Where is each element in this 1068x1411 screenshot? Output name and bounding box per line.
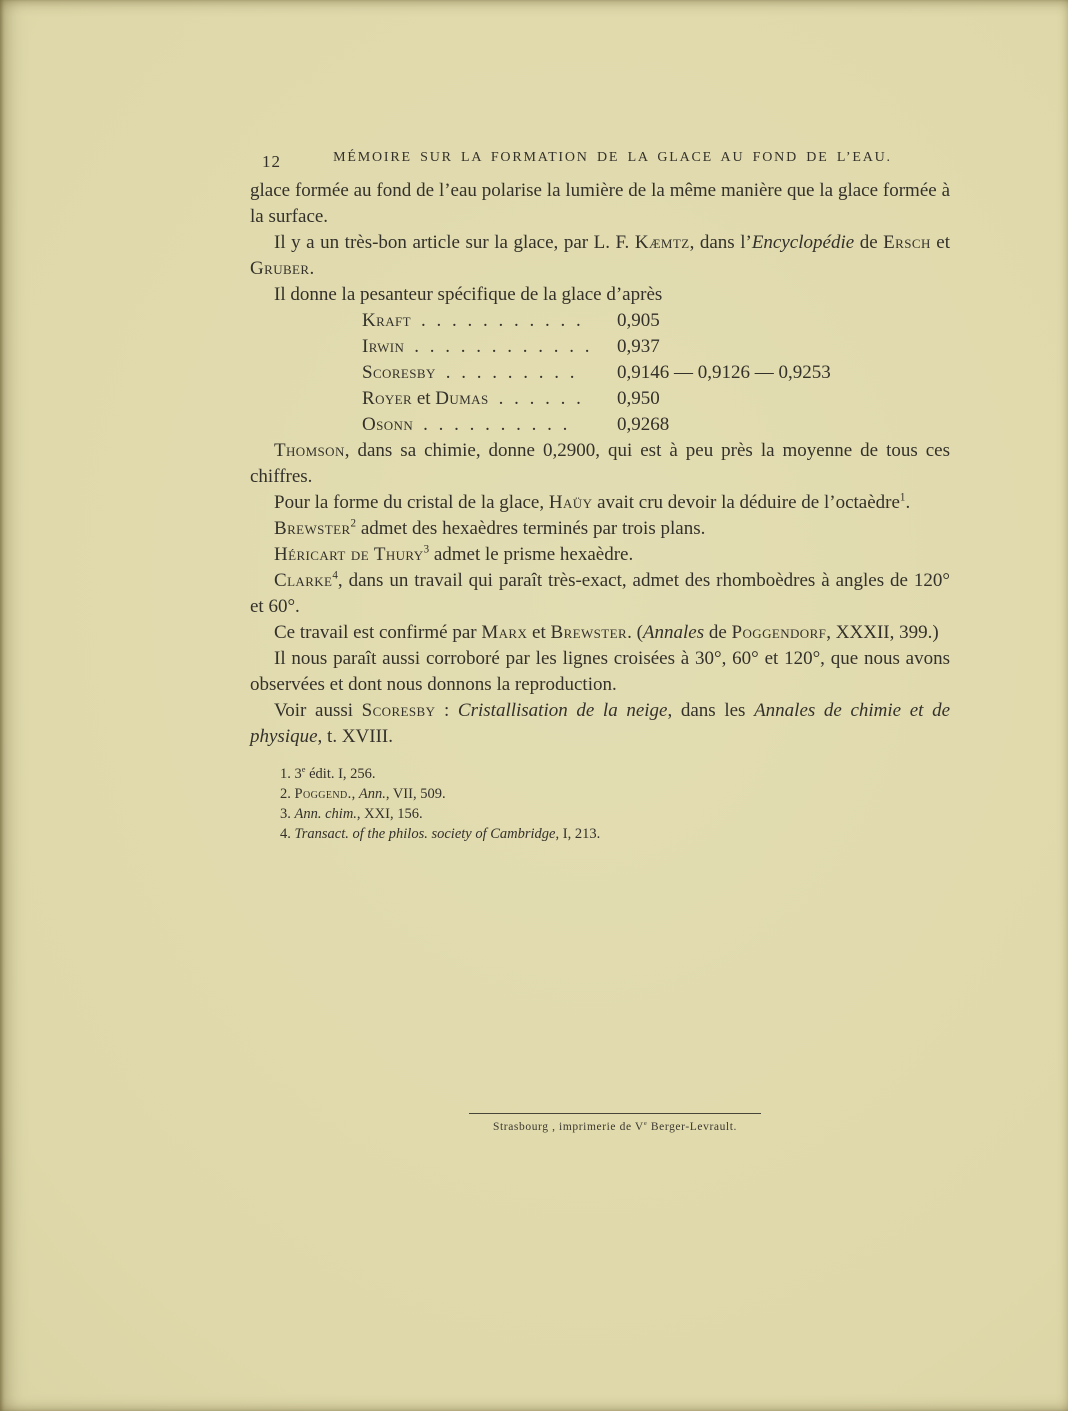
table-row bbox=[362, 308, 950, 334]
text-segment: Annales bbox=[642, 622, 705, 643]
footnote-2 bbox=[280, 784, 950, 804]
text-segment: . ( bbox=[627, 622, 643, 643]
text-segment: Voir aussi bbox=[274, 700, 362, 721]
text-segment: 3. bbox=[280, 806, 295, 822]
text-segment: e bbox=[301, 765, 306, 775]
paragraph-thomson bbox=[250, 438, 950, 490]
text-segment: Haüy bbox=[548, 492, 593, 513]
paragraph-clarke bbox=[250, 568, 950, 620]
text-segment: Scoresby bbox=[362, 362, 436, 383]
text-segment: e bbox=[643, 1120, 648, 1128]
table-row bbox=[362, 386, 950, 412]
text-segment: Il y a un très-bon article sur la glace, par L. F. bbox=[274, 232, 635, 253]
text-segment: Poggend. bbox=[294, 786, 352, 802]
text-segment: , XXI, 156. bbox=[356, 806, 423, 822]
table-row-name bbox=[362, 414, 413, 435]
table-row-value: 0,950 bbox=[617, 388, 660, 409]
text-segment: édit. I, 256. bbox=[305, 766, 376, 782]
text-segment: admet des hexaèdres terminés par trois plans. bbox=[356, 518, 706, 539]
text-segment: 2 bbox=[350, 517, 357, 530]
text-segment: Héricart de Thury bbox=[274, 544, 424, 565]
printer-imprint bbox=[400, 1113, 830, 1133]
text-segment: et bbox=[930, 232, 950, 253]
text-segment: et bbox=[527, 622, 551, 643]
text-segment: 4. bbox=[280, 826, 295, 842]
text-segment: Strasbourg , imprimerie de V bbox=[493, 1121, 644, 1133]
text-segment: Ersch bbox=[883, 232, 931, 253]
text-segment: admet le prisme hexaèdre. bbox=[429, 544, 634, 565]
dot-leader: . . . . . . . . . . . bbox=[420, 310, 584, 331]
text-segment: et bbox=[412, 388, 436, 409]
text-segment: Cristallisation de la neige bbox=[457, 700, 668, 721]
text-segment: Dumas bbox=[435, 388, 489, 409]
text-segment: Il donne la pesanteur spécifique de la glace d’après bbox=[274, 284, 663, 305]
text-segment: 2. bbox=[280, 786, 295, 802]
specific-gravity-table bbox=[362, 308, 950, 438]
text-segment: . bbox=[309, 258, 315, 279]
paragraph-lignes-croisees bbox=[250, 646, 950, 698]
imprint-rule bbox=[469, 1113, 761, 1114]
paragraph-voir-aussi bbox=[250, 698, 950, 750]
text-segment: 1 bbox=[899, 491, 906, 504]
text-segment: 4 bbox=[332, 569, 338, 582]
text-segment: de bbox=[704, 622, 732, 643]
paragraph-glace-formee bbox=[250, 178, 950, 230]
paragraph-marx-brewster bbox=[250, 620, 950, 646]
text-segment: Thomson bbox=[274, 440, 345, 461]
text-segment: Ann. chim. bbox=[294, 806, 357, 822]
paragraph-brewster bbox=[250, 516, 950, 542]
text-segment: Clarke bbox=[274, 570, 333, 591]
text-segment: Kraft bbox=[362, 310, 411, 331]
text-segment: , t. XVIII. bbox=[317, 726, 393, 747]
text-segment: Kæmtz bbox=[634, 232, 690, 253]
text-segment: Encyclopédie bbox=[751, 232, 855, 253]
dot-leader: . . . . . . . . . bbox=[445, 362, 578, 383]
text-segment: , VII, 509. bbox=[385, 786, 446, 802]
paragraph-pesanteur-intro bbox=[250, 282, 950, 308]
page-number: 12 bbox=[262, 152, 281, 171]
text-segment: , dans l’ bbox=[689, 232, 752, 253]
text-segment: Berger-Levrault. bbox=[647, 1121, 737, 1133]
text-segment: glace formée au fond de l’eau polarise la lumière de la même manière que la glace formée à la surface. bbox=[250, 180, 950, 227]
text-segment: , I, 213. bbox=[555, 826, 601, 842]
text-segment: , dans un travail qui paraît très-exact, admet des rhomboèdres à angles de 120° et 60°. bbox=[250, 570, 950, 617]
text-segment: Brewster bbox=[550, 622, 628, 643]
dot-leader: . . . . . . bbox=[498, 388, 584, 409]
text-segment: Il nous paraît aussi corroboré par les lignes croisées à 30°, 60° et 120°, que nous avons observées et dont nous donnons la reproduction. bbox=[250, 648, 950, 695]
dot-leader: . . . . . . . . . . bbox=[423, 414, 571, 435]
table-row-value: 0,9268 bbox=[617, 414, 670, 435]
paragraph-article-kaemtz bbox=[250, 230, 950, 282]
table-row-name bbox=[362, 310, 411, 331]
table-row-name bbox=[362, 362, 436, 383]
text-segment: Ce travail est confirmé par bbox=[274, 622, 482, 643]
text-segment: Scoresby bbox=[361, 700, 436, 721]
table-row-value: 0,905 bbox=[617, 310, 660, 331]
text-segment: avait cru devoir la déduire de l’octaèdre bbox=[592, 492, 900, 513]
footnote-3 bbox=[280, 804, 950, 824]
paragraph-hericart bbox=[250, 542, 950, 568]
table-row bbox=[362, 334, 950, 360]
text-segment: Irwin bbox=[362, 336, 405, 357]
text-segment: Osonn bbox=[362, 414, 414, 435]
table-row-value: 0,9146 — 0,9126 — 0,9253 bbox=[617, 362, 831, 383]
text-segment: , bbox=[351, 786, 359, 802]
table-row-value: 0,937 bbox=[617, 336, 660, 357]
text-segment: Marx bbox=[481, 622, 528, 643]
footnote-1 bbox=[280, 764, 950, 784]
footnotes-block bbox=[250, 764, 950, 844]
text-segment: 3 bbox=[423, 543, 430, 556]
text-segment: Royer bbox=[362, 388, 413, 409]
text-segment: Ann. bbox=[358, 786, 386, 802]
text-segment: Transact. of the philos. society of Cambridge bbox=[294, 826, 556, 842]
body-text bbox=[250, 178, 950, 750]
text-segment: Poggendorf bbox=[731, 622, 827, 643]
paragraph-hauy bbox=[250, 490, 950, 516]
text-segment: Gruber bbox=[250, 258, 310, 279]
text-segment: , XXXII, 399.) bbox=[826, 622, 939, 643]
text-segment: . bbox=[905, 492, 911, 513]
text-segment: Brewster bbox=[274, 518, 351, 539]
text-segment: , dans sa chimie, donne 0,2900, qui est à peu près la moyenne de tous ces chiffres. bbox=[250, 440, 950, 487]
text-segment: : bbox=[435, 700, 458, 721]
table-row-name bbox=[362, 336, 404, 357]
page-content bbox=[250, 150, 950, 844]
table-row-name bbox=[362, 388, 489, 409]
text-segment: , dans les bbox=[667, 700, 755, 721]
text-segment: de bbox=[854, 232, 884, 253]
footnote-4 bbox=[280, 824, 950, 844]
running-title: MÉMOIRE SUR LA FORMATION DE LA GLACE AU FOND DE L’EAU. bbox=[333, 150, 892, 165]
text-segment: 1. 3 bbox=[280, 766, 302, 782]
dot-leader: . . . . . . . . . . . . bbox=[414, 336, 593, 357]
table-row bbox=[362, 412, 950, 438]
text-segment: Pour la forme du cristal de la glace, bbox=[274, 492, 549, 513]
imprint-text bbox=[400, 1121, 830, 1133]
page-header bbox=[250, 150, 950, 174]
table-row bbox=[362, 360, 950, 386]
text-segment: Annales de chimie et de physique bbox=[250, 700, 951, 747]
